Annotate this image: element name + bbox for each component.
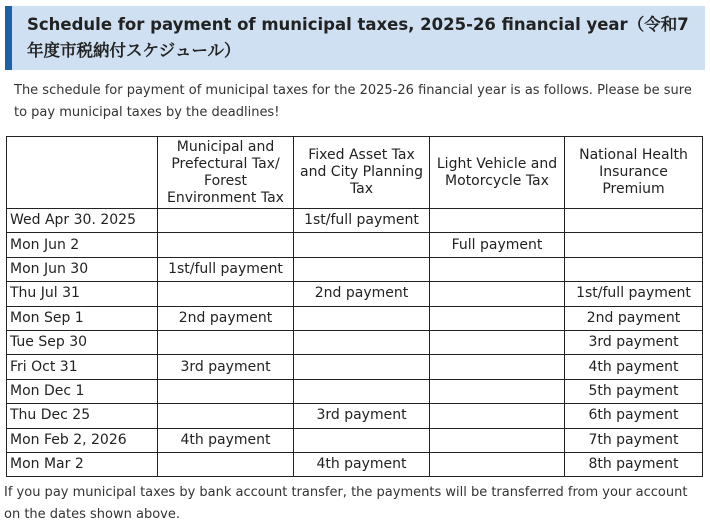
header-municipal-prefectural-tax: Municipal and Prefectural Tax/ Forest Environment Tax xyxy=(158,137,294,209)
date-cell: Thu Dec 25 xyxy=(7,404,158,428)
date-cell: Mon Mar 2 xyxy=(7,452,158,476)
table-cell xyxy=(430,404,565,428)
table-row xyxy=(7,233,703,257)
table-row xyxy=(7,330,703,354)
table-cell: 4th payment xyxy=(158,428,294,452)
date-cell: Mon Jun 30 xyxy=(7,257,158,281)
table-row xyxy=(7,452,703,476)
payment-schedule-table xyxy=(6,136,703,477)
table-cell xyxy=(430,452,565,476)
table-cell xyxy=(158,379,294,403)
table-cell xyxy=(430,257,565,281)
table-cell xyxy=(565,233,703,257)
section-heading xyxy=(5,6,705,70)
table-cell xyxy=(430,282,565,306)
table-cell: 1st/full payment xyxy=(294,209,430,233)
table-cell: 6th payment xyxy=(565,404,703,428)
table-cell xyxy=(430,355,565,379)
table-cell xyxy=(294,428,430,452)
date-cell: Mon Dec 1 xyxy=(7,379,158,403)
table-cell xyxy=(158,282,294,306)
table-cell: 5th payment xyxy=(565,379,703,403)
table-row xyxy=(7,209,703,233)
date-cell: Wed Apr 30. 2025 xyxy=(7,209,158,233)
table-row xyxy=(7,404,703,428)
date-cell: Fri Oct 31 xyxy=(7,355,158,379)
table-cell: 3rd payment xyxy=(565,330,703,354)
header-date xyxy=(7,137,158,209)
page-title: Schedule for payment of municipal taxes, 2025-26 financial year（令和7年度市税納付スケジュール） xyxy=(27,15,689,60)
table-cell: 8th payment xyxy=(565,452,703,476)
table-cell xyxy=(430,330,565,354)
header-fixed-asset-tax: Fixed Asset Tax and City Planning Tax xyxy=(294,137,430,209)
table-cell xyxy=(158,209,294,233)
table-row xyxy=(7,355,703,379)
table-cell: 3rd payment xyxy=(158,355,294,379)
table-row xyxy=(7,379,703,403)
intro-text: The schedule for payment of municipal taxes for the 2025-26 financial year is as follows. Please be sure to pay municipal taxes by the deadlines! xyxy=(14,83,692,120)
table-cell xyxy=(430,209,565,233)
header-light-vehicle-tax: Light Vehicle and Motorcycle Tax xyxy=(430,137,565,209)
table-cell xyxy=(294,330,430,354)
table-cell xyxy=(158,452,294,476)
table-cell xyxy=(430,379,565,403)
table-row xyxy=(7,306,703,330)
header-national-health-insurance: National Health Insurance Premium xyxy=(565,137,703,209)
table-cell: 7th payment xyxy=(565,428,703,452)
table-cell: 2nd payment xyxy=(158,306,294,330)
table-cell xyxy=(158,330,294,354)
table-cell xyxy=(294,379,430,403)
table-cell xyxy=(565,257,703,281)
table-cell xyxy=(294,257,430,281)
table-cell xyxy=(430,306,565,330)
date-cell: Mon Sep 1 xyxy=(7,306,158,330)
table-cell: 3rd payment xyxy=(294,404,430,428)
table-cell xyxy=(430,428,565,452)
table-cell xyxy=(294,233,430,257)
table-cell: 2nd payment xyxy=(294,282,430,306)
footer-note: If you pay municipal taxes by bank account transfer, the payments will be transferred from your account on the dates shown above. xyxy=(4,485,688,522)
date-cell: Tue Sep 30 xyxy=(7,330,158,354)
date-cell: Mon Jun 2 xyxy=(7,233,158,257)
table-cell: 4th payment xyxy=(565,355,703,379)
table-cell: 4th payment xyxy=(294,452,430,476)
table-cell xyxy=(294,355,430,379)
table-row xyxy=(7,282,703,306)
date-cell: Mon Feb 2, 2026 xyxy=(7,428,158,452)
table-row xyxy=(7,257,703,281)
table-cell xyxy=(158,233,294,257)
table-cell xyxy=(158,404,294,428)
table-cell xyxy=(565,209,703,233)
table-cell: 1st/full payment xyxy=(158,257,294,281)
table-cell xyxy=(294,306,430,330)
date-cell: Thu Jul 31 xyxy=(7,282,158,306)
table-header-row xyxy=(7,137,703,209)
table-row xyxy=(7,428,703,452)
table-cell: 2nd payment xyxy=(565,306,703,330)
table-cell: 1st/full payment xyxy=(565,282,703,306)
table-cell: Full payment xyxy=(430,233,565,257)
